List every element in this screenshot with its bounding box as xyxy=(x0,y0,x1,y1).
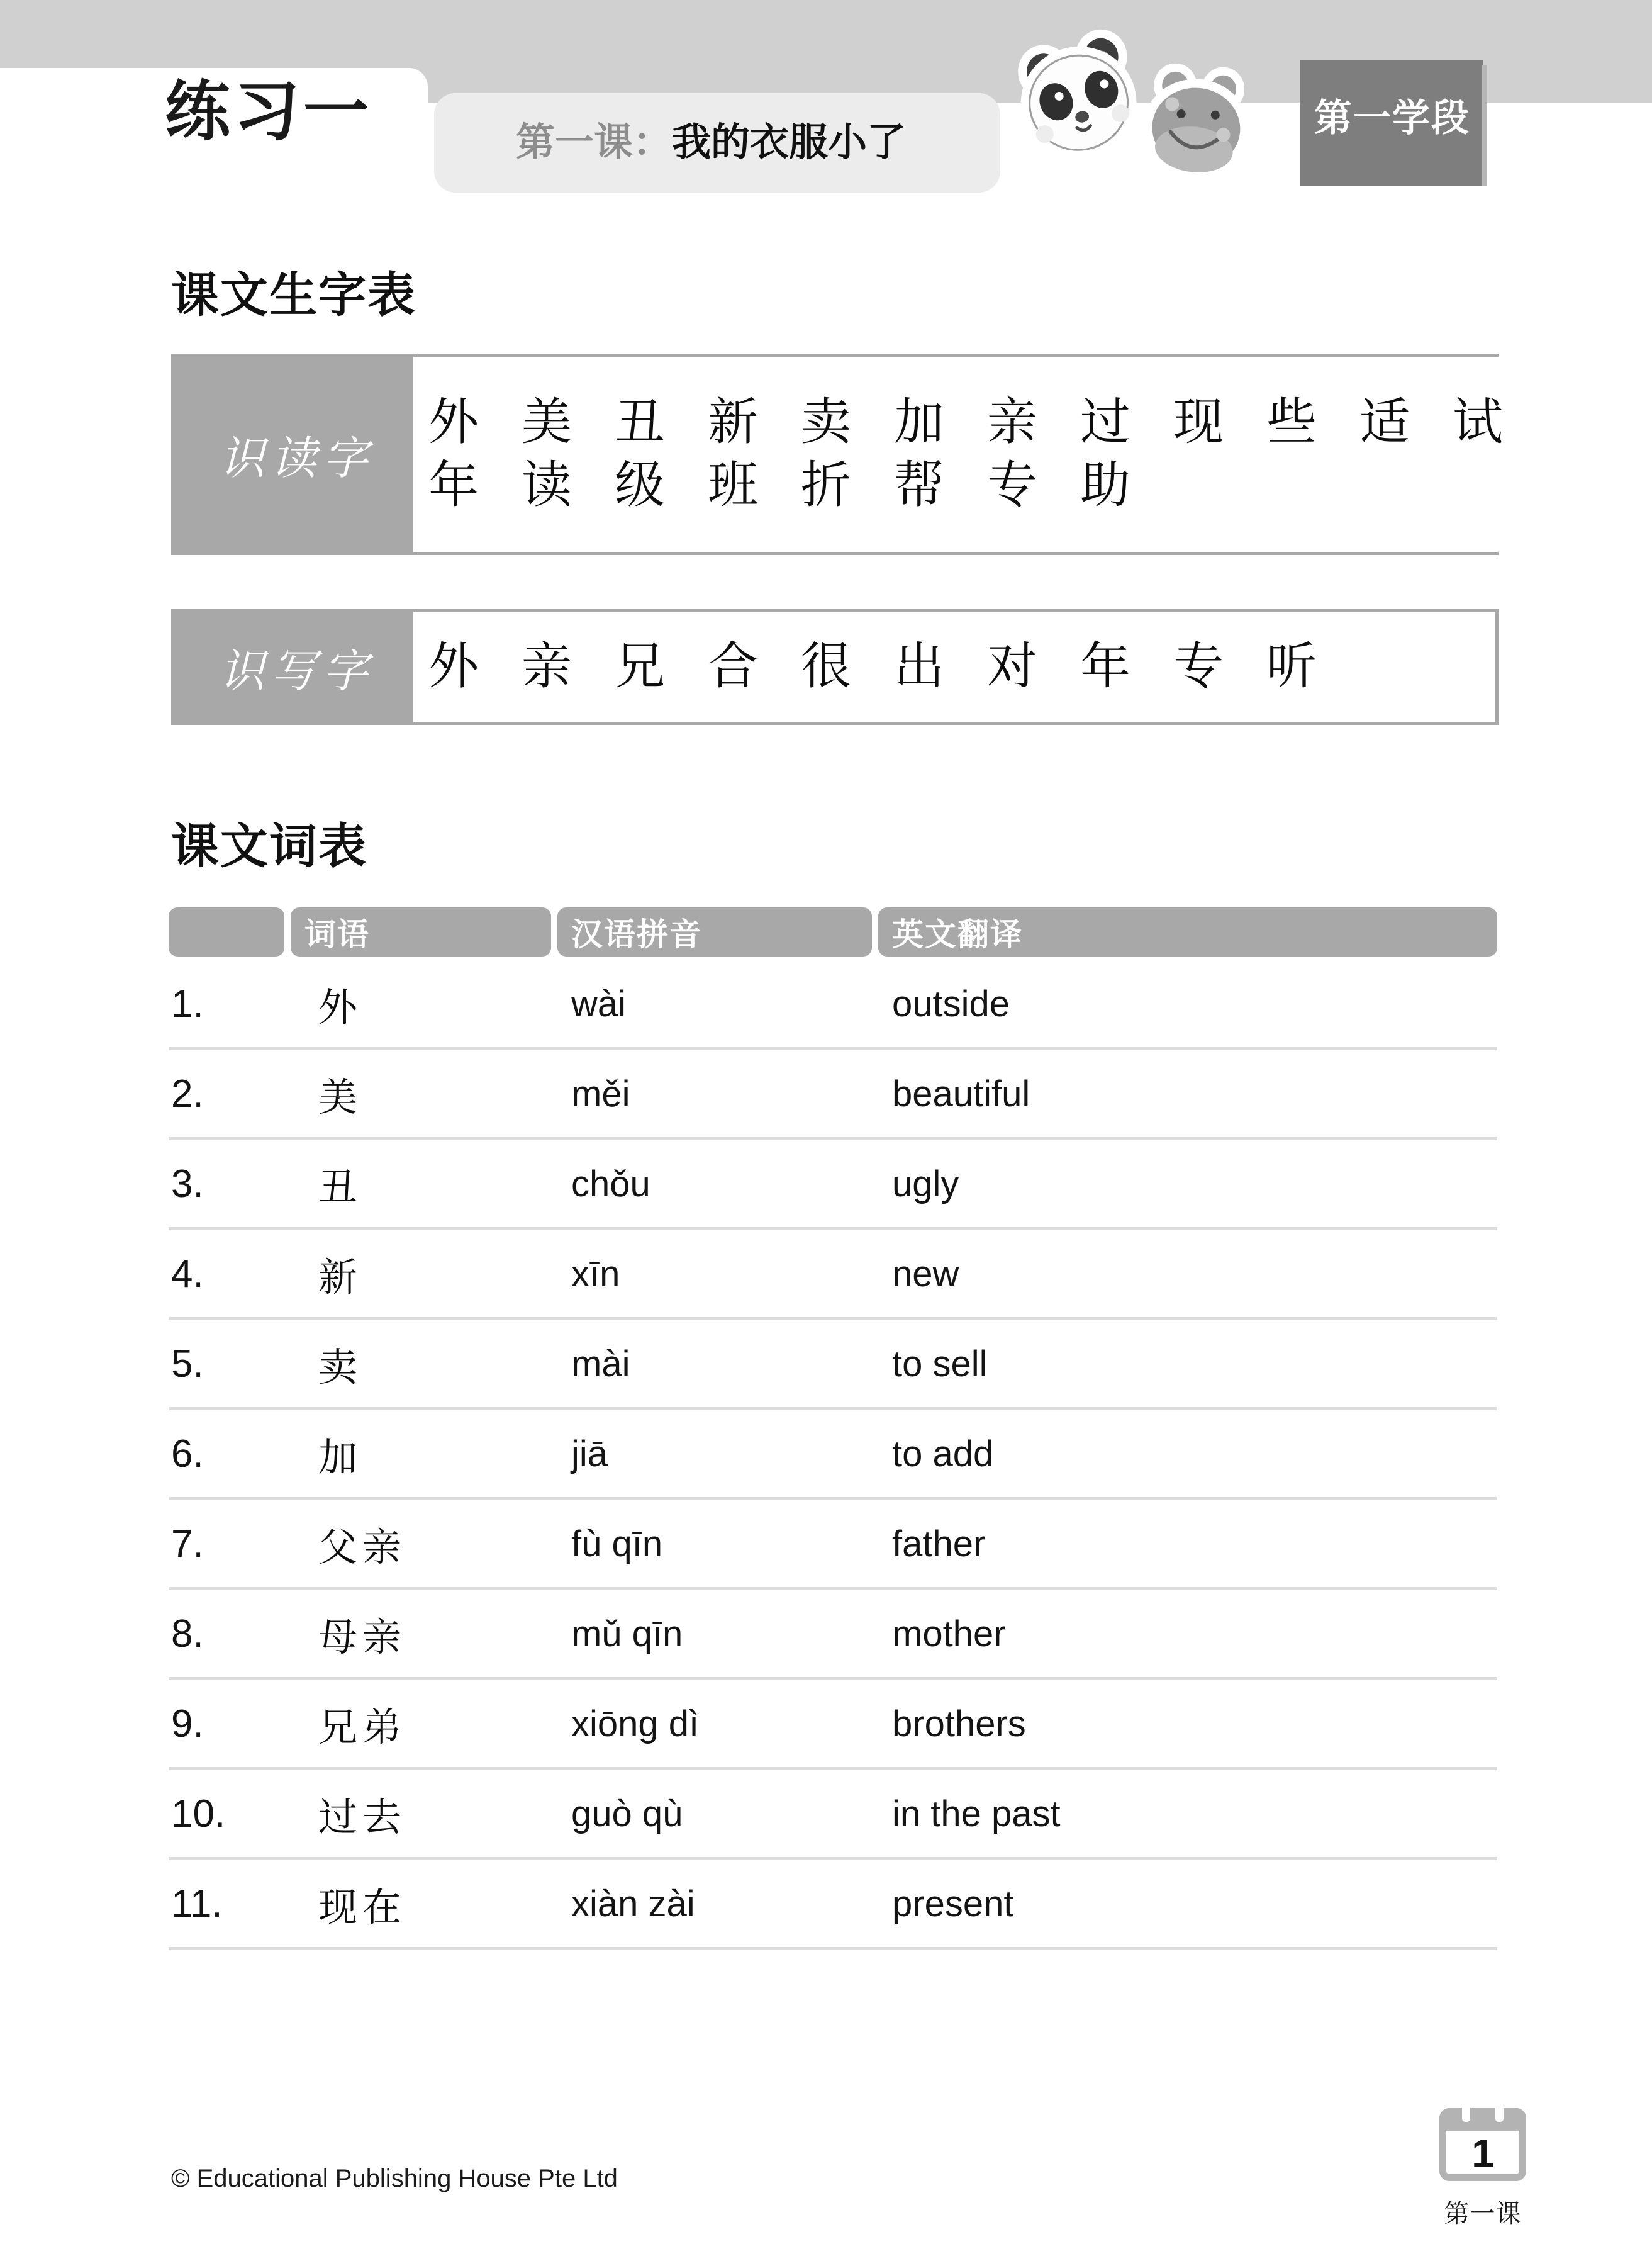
calendar-ring-left-icon xyxy=(1462,2101,1470,2122)
vocab-number: 1. xyxy=(171,982,204,1026)
table-row xyxy=(169,1680,1497,1770)
vocab-number: 10. xyxy=(171,1792,226,1836)
table-row xyxy=(169,1500,1497,1590)
vocab-english: in the past xyxy=(892,1793,1061,1834)
frog-sticker xyxy=(1139,62,1258,188)
vocab-english: brothers xyxy=(892,1703,1026,1744)
vocab-number: 6. xyxy=(171,1432,204,1476)
calendar-ring-right-icon xyxy=(1495,2101,1504,2122)
writing-characters-box xyxy=(171,609,1499,725)
character-row: 外 美 丑 新 卖 加 亲 过 现 些 适 试 xyxy=(428,395,1518,451)
vocab-pinyin: měi xyxy=(571,1073,630,1114)
vocab-pinyin: chǒu xyxy=(571,1163,650,1204)
page-number: 1 xyxy=(1471,2131,1494,2176)
writing-characters-body xyxy=(413,612,1495,722)
vocab-english: mother xyxy=(892,1613,1006,1654)
recognition-characters-body xyxy=(413,357,1531,552)
vocab-pinyin: xiōng dì xyxy=(571,1703,700,1744)
column-header-english: 英文翻译 xyxy=(878,907,1497,957)
writing-characters-label: 识写字 xyxy=(174,612,413,722)
vocab-pinyin: guò qù xyxy=(571,1793,683,1834)
vocab-word: 父亲 xyxy=(318,1526,407,1569)
lesson-title-text: 我的衣服小了 xyxy=(672,121,907,164)
vocab-number: 2. xyxy=(171,1072,204,1116)
recognition-characters-label: 识读字 xyxy=(174,357,413,552)
practice-tab-label: 练习一 xyxy=(165,76,373,149)
column-header-number xyxy=(169,907,284,957)
table-row xyxy=(169,1860,1497,1950)
calendar-icon-top xyxy=(1439,2108,1526,2131)
table-row xyxy=(169,1770,1497,1860)
vocab-english: to add xyxy=(892,1433,994,1474)
lesson-prefix: 第一课： xyxy=(516,121,673,164)
panda-sticker xyxy=(1007,18,1151,175)
table-row xyxy=(169,960,1497,1050)
vocab-word: 新 xyxy=(318,1256,363,1299)
vocab-word: 美 xyxy=(318,1076,363,1119)
vocab-pinyin: jiā xyxy=(571,1433,608,1474)
vocab-number: 4. xyxy=(171,1252,204,1296)
table-row xyxy=(169,1410,1497,1500)
vocab-word: 过去 xyxy=(318,1796,407,1839)
character-row: 年 读 级 班 折 帮 专 助 xyxy=(428,458,1146,513)
page-number-badge xyxy=(1439,2101,1526,2181)
vocab-english: new xyxy=(892,1253,959,1294)
vocabulary-heading: 课文词表 xyxy=(171,820,367,873)
vocab-english: beautiful xyxy=(892,1073,1030,1114)
stage-badge-label: 第一学段 xyxy=(1314,97,1470,139)
vocabulary-table-header xyxy=(169,907,1497,957)
vocab-english: ugly xyxy=(892,1163,959,1204)
vocab-pinyin: mǔ qīn xyxy=(571,1613,683,1654)
table-row xyxy=(169,1050,1497,1140)
vocab-number: 8. xyxy=(171,1612,204,1656)
vocab-english: to sell xyxy=(892,1343,988,1384)
vocabulary-table xyxy=(169,907,1497,1950)
vocab-word: 丑 xyxy=(318,1166,363,1209)
vocab-pinyin: wài xyxy=(571,983,627,1024)
vocab-pinyin: xīn xyxy=(571,1253,620,1294)
page-badge-label: 第一课 xyxy=(1444,2200,1522,2228)
vocab-word: 加 xyxy=(318,1436,363,1479)
vocab-word: 母亲 xyxy=(318,1616,407,1659)
copyright-text: © Educational Publishing House Pte Ltd xyxy=(171,2165,618,2192)
vocab-pinyin: fù qīn xyxy=(571,1523,663,1564)
vocab-number: 5. xyxy=(171,1342,204,1386)
recognition-characters-box xyxy=(171,354,1518,555)
vocab-english: father xyxy=(892,1523,986,1564)
vocab-number: 3. xyxy=(171,1162,204,1206)
vocab-number: 9. xyxy=(171,1702,204,1746)
vocab-number: 7. xyxy=(171,1522,204,1566)
vocab-english: outside xyxy=(892,983,1010,1024)
new-characters-heading: 课文生字表 xyxy=(171,269,416,322)
vocab-english: present xyxy=(892,1883,1014,1924)
vocab-word: 卖 xyxy=(318,1346,363,1389)
table-row xyxy=(169,1590,1497,1680)
column-header-pinyin: 汉语拼音 xyxy=(557,907,872,957)
table-row xyxy=(169,1230,1497,1320)
vocab-number: 11. xyxy=(171,1882,223,1926)
table-row xyxy=(169,1320,1497,1410)
vocab-word: 兄弟 xyxy=(318,1706,407,1749)
vocabulary-table-body xyxy=(169,960,1497,1950)
vocab-word: 现在 xyxy=(318,1886,407,1929)
column-header-word: 词语 xyxy=(291,907,551,957)
vocab-pinyin: xiàn zài xyxy=(571,1883,695,1924)
table-row xyxy=(169,1140,1497,1230)
vocab-pinyin: mài xyxy=(571,1343,630,1384)
lesson-title-label xyxy=(516,123,906,162)
character-row: 外 亲 兄 合 很 出 对 年 专 听 xyxy=(428,639,1332,695)
vocab-word: 外 xyxy=(318,986,363,1030)
